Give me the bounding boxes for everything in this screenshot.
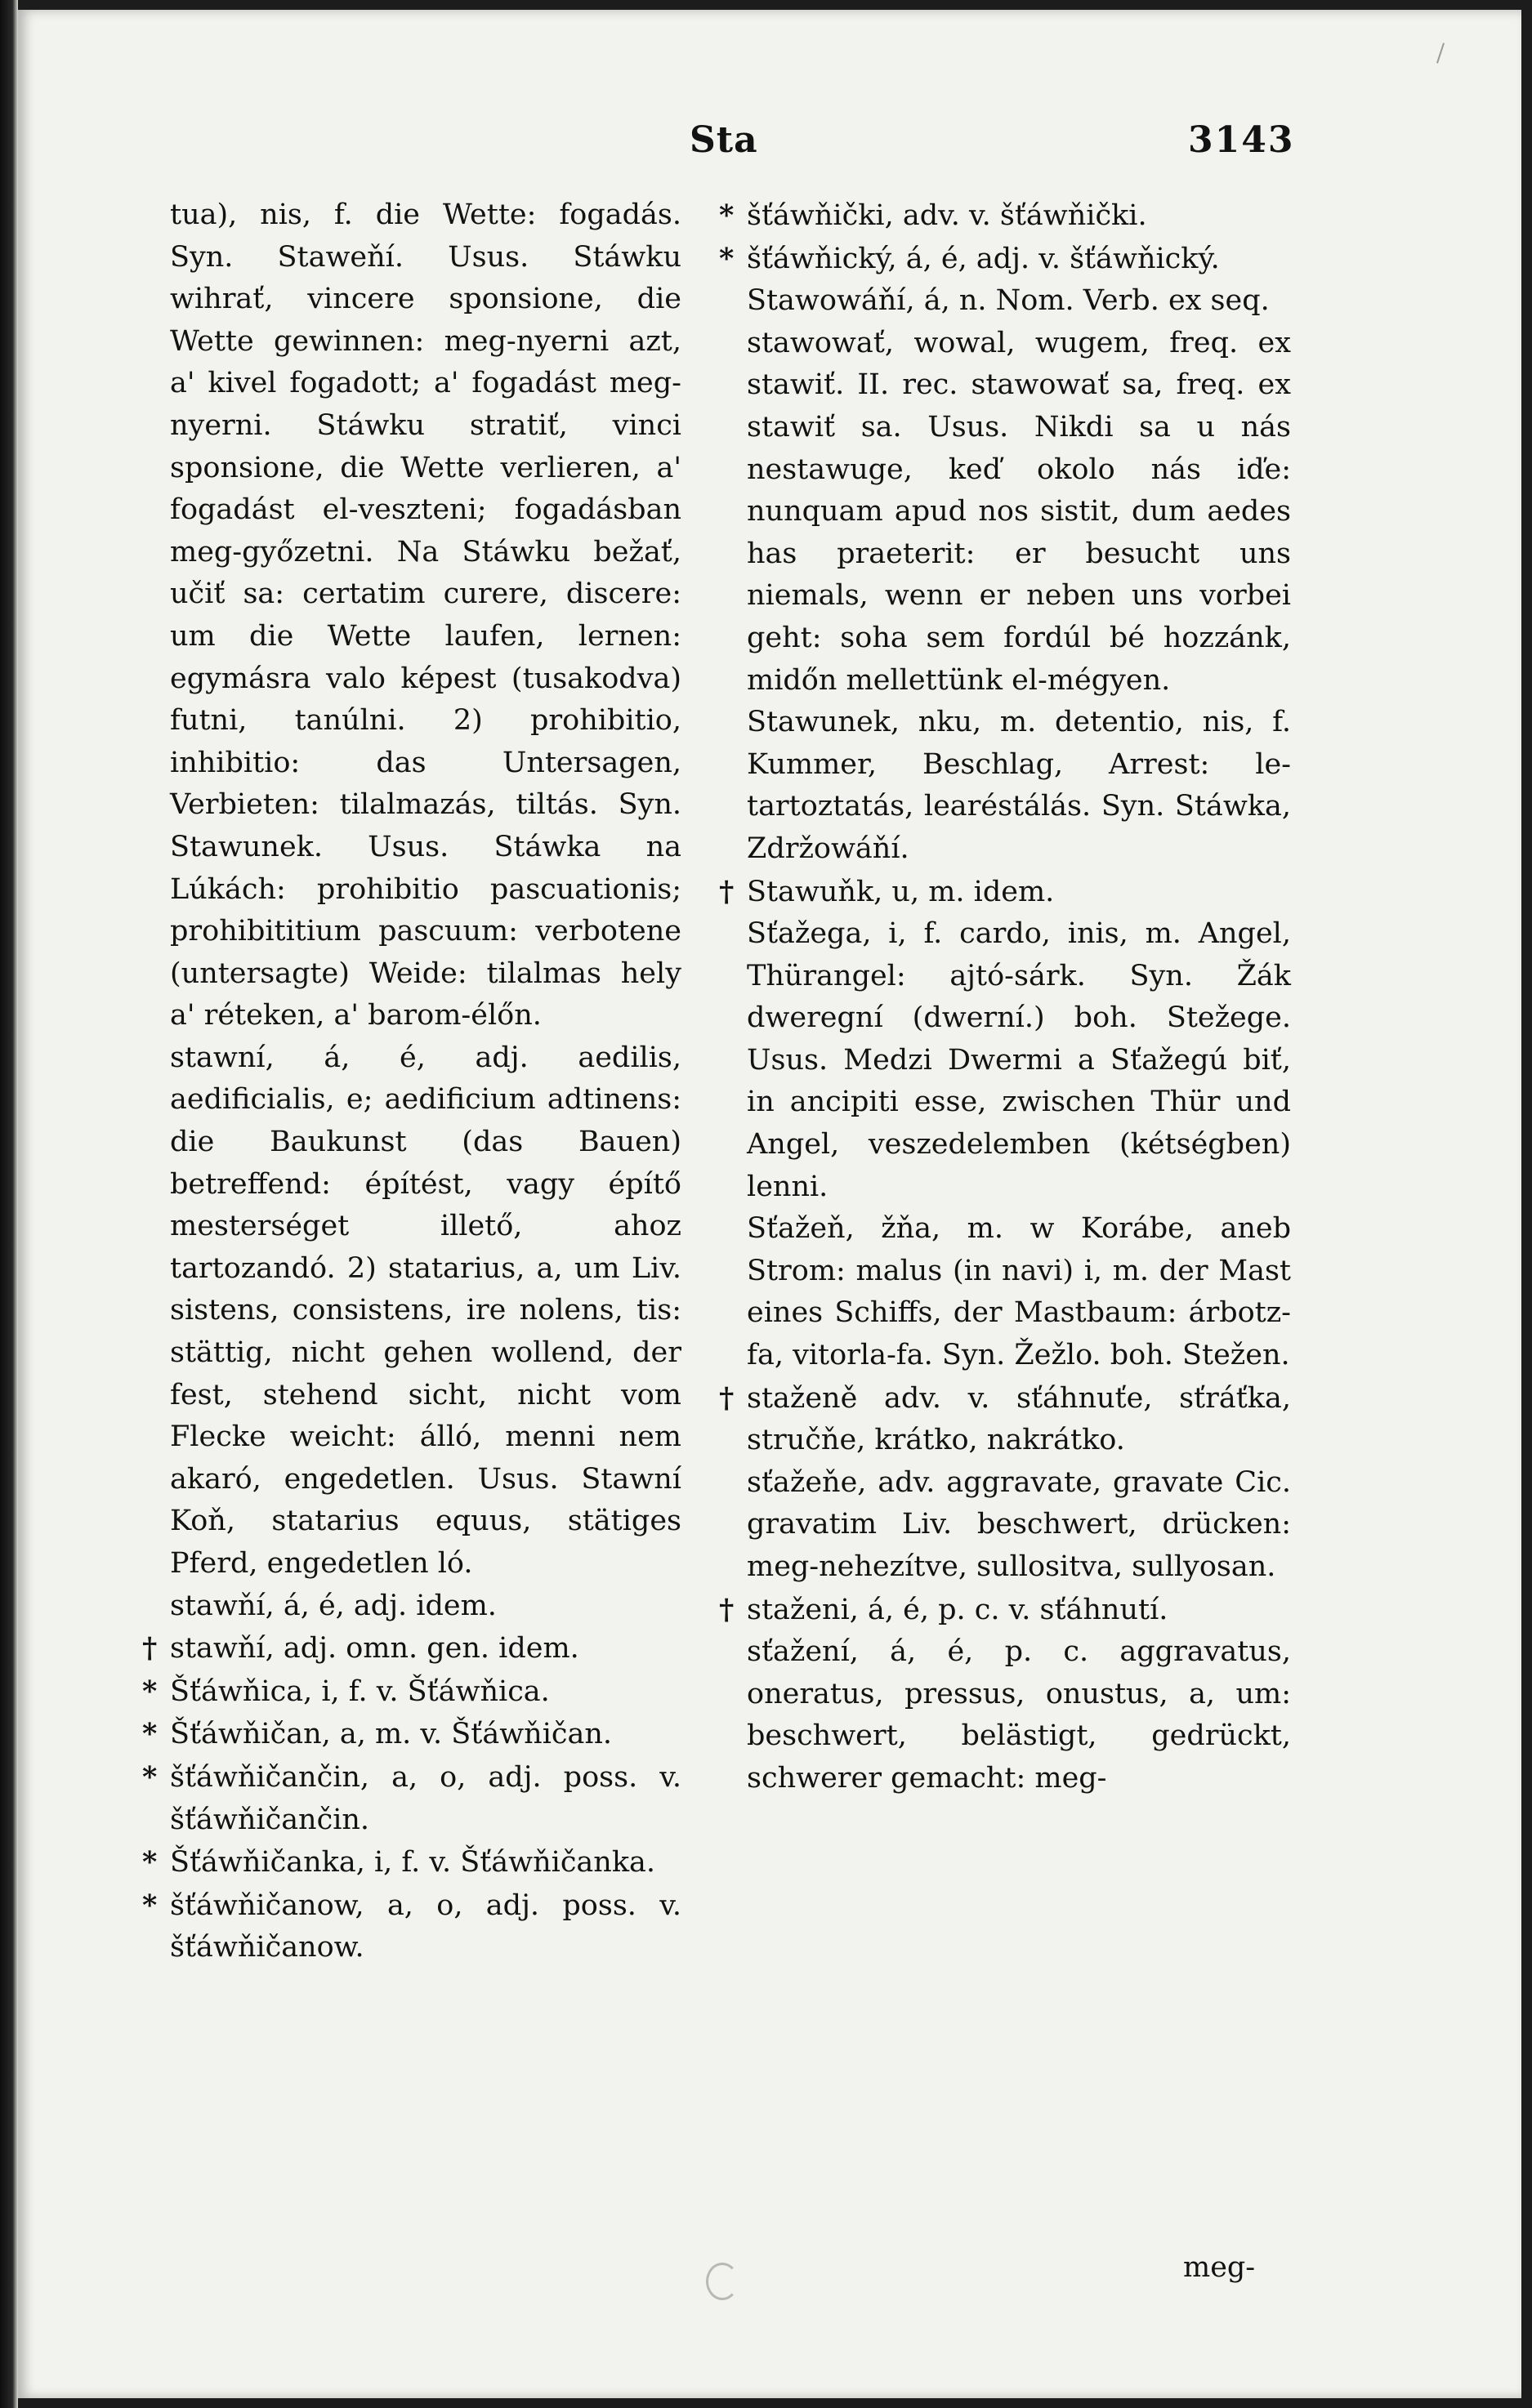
entry-mark: * [142,1888,158,1922]
page-number: 3143 [1188,119,1295,161]
entry [142,1037,681,1585]
entry [719,871,1291,914]
entry-text: Stawunek, nku, m. detentio, nis, f. Kummer, Beschlag, Arrest: le-tartoztatás, learéstálás. Syn. Stáwka, Zdržowáňí. [747,706,1291,865]
entry-text: Šťáwňičan, a, m. v. Šťáwňičan. [170,1718,613,1751]
entry-mark: * [142,1845,158,1880]
entry [719,323,1291,702]
entry-mark: † [142,1631,158,1666]
entry-text: stawní, á, é, adj. aedilis, aedificialis, e; aedificium adtinens: die Baukunst (das Bauen) betreffend: építést, vagy építő mesterséget illető, ahoz tartozandó. 2) statarius, a, um Liv. sistens, consistens, ire nolens, tis: stättig, nicht gehen wollend, der fest, stehend sicht, nicht vom Flecke weicht: álló, menni nem akaró, engedetlen. Usus. Stawní Koň, statarius equus, stätiges Pferd, engedetlen ló. [170,1041,681,1580]
entry-mark: * [719,241,735,275]
entry-text: šťáwňički, adv. v. šťáwňički. [747,199,1147,232]
entry [719,702,1291,870]
entry-text: tua), nis, f. die Wette: fogadás. Syn. Staweňí. Usus. Stáwku wihrať, vincere sponsione, die Wette gewinnen: meg-nyerni azt, a' kivel fogadott; a' fogadást meg-nyerni. Stáwku stratiť, vinci sponsione, die Wette verlieren, a' fogadást el-veszteni; fogadásban meg-győzetni. Na Stáwku bežať, učiť sa: certatim curere, discere: um die Wette laufen, lernen: egymásra valo képest (tusakodva) futni, tanúlni. 2) prohibitio, inhibitio: das Untersagen, Verbieten: tilalmazás, tiltás. Syn. Stawunek. Usus. Stáwka na Lúkách: prohibitio pascuationis; prohibititium pascuum: verbotene (untersagte) Weide: tilalmas hely a' réteken, a' barom-élőn. [170,198,681,1032]
entry-text: stawňí, á, é, adj. idem. [170,1589,497,1622]
entry [719,238,1291,281]
entry [719,1208,1291,1376]
entry-text: stawňí, adj. omn. gen. idem. [170,1632,579,1666]
entry-mark: † [719,1380,735,1415]
entry-text: sťažení, á, é, p. c. aggravatus, oneratus, pressus, onustus, a, um: beschwert, belästigt, gedrückt, schwerer gemacht: meg- [747,1635,1291,1795]
entry-text: Sťažeň, žňa, m. w Korábe, aneb Strom: malus (in navi) i, m. der Mast eines Schiffs, der Mastbaum: árbotz-fa, vitorla-fa. Syn. Žežlo. boh. Stežen. [747,1212,1291,1372]
entry [719,1377,1291,1462]
entry [142,1713,681,1756]
entry [142,1670,681,1714]
left-column [142,194,681,1969]
entry-mark: * [142,1717,158,1751]
catchword: meg- [1183,2251,1256,2284]
entry-text: Stawowáňí, á, n. Nom. Verb. ex seq. [747,284,1270,318]
entry [719,280,1291,323]
entry [719,1631,1291,1799]
entry-text: Šťáwňičanka, i, f. v. Šťáwňičanka. [170,1846,656,1880]
page-edge-mark [1436,42,1445,63]
entry [142,1627,681,1670]
entry-mark: * [719,198,735,232]
running-head: Sta [690,119,758,161]
entry [142,194,681,1037]
entry-text: Šťáwňica, i, f. v. Šťáwňica. [170,1674,550,1708]
entry-text: staženi, á, é, p. c. v. sťáhnutí. [747,1593,1168,1626]
entry [142,1585,681,1628]
entry [142,1841,681,1884]
entry [719,1462,1291,1589]
entry-text: šťáwňičanow, a, o, adj. poss. v. šťáwňičanow. [170,1888,681,1964]
right-column [719,194,1291,1800]
entry-text: Stawuňk, u, m. idem. [747,875,1055,908]
entry-mark: † [719,874,735,908]
entry-text: staženě adv. v. sťáhnuťe, sťráťka, stručňe, krátko, nakrátko. [747,1381,1291,1457]
entry-text: Sťažega, i, f. cardo, inis, m. Angel, Thürangel: ajtó-sárk. Syn. Žák dweregní (dwerní.) boh. Stežege. Usus. Medzi Dwermi a Sťažegú biť, in ancipiti esse, zwischen Thür und Angel, veszedelemben (kétségben) lenni. [747,917,1291,1203]
entry [719,1589,1291,1632]
entry-text: šťáwňičančin, a, o, adj. poss. v. šťáwňičančin. [170,1760,681,1836]
dictionary-page [18,10,1521,2398]
entry [719,913,1291,1208]
entry-text: stawowať, wowal, wugem, freq. ex stawiť. II. rec. stawowať sa, freq. ex stawiť sa. Usus. Nikdi sa u nás nestawuge, keď okolo nás iďe: nunquam apud nos sistit, dum aedes has praeterit: er besucht uns niemals, wenn er neben uns vorbei geht: soha sem fordúl bé hozzánk, midőn mellettünk el-mégyen. [747,326,1291,697]
entry-text: šťáwňický, á, é, adj. v. šťáwňický. [747,242,1220,275]
entry-mark: * [142,1759,158,1794]
entry-mark: † [719,1592,735,1626]
paper-speck [706,2263,739,2300]
entry [719,194,1291,238]
entry-text: sťažeňe, adv. aggravate, gravate Cic. gravatim Liv. beschwert, drücken: meg-nehezítve, sullositva, sullyosan. [747,1465,1291,1583]
entry [142,1884,681,1969]
entry [142,1756,681,1841]
entry-mark: * [142,1674,158,1708]
book-gutter [0,0,18,2408]
